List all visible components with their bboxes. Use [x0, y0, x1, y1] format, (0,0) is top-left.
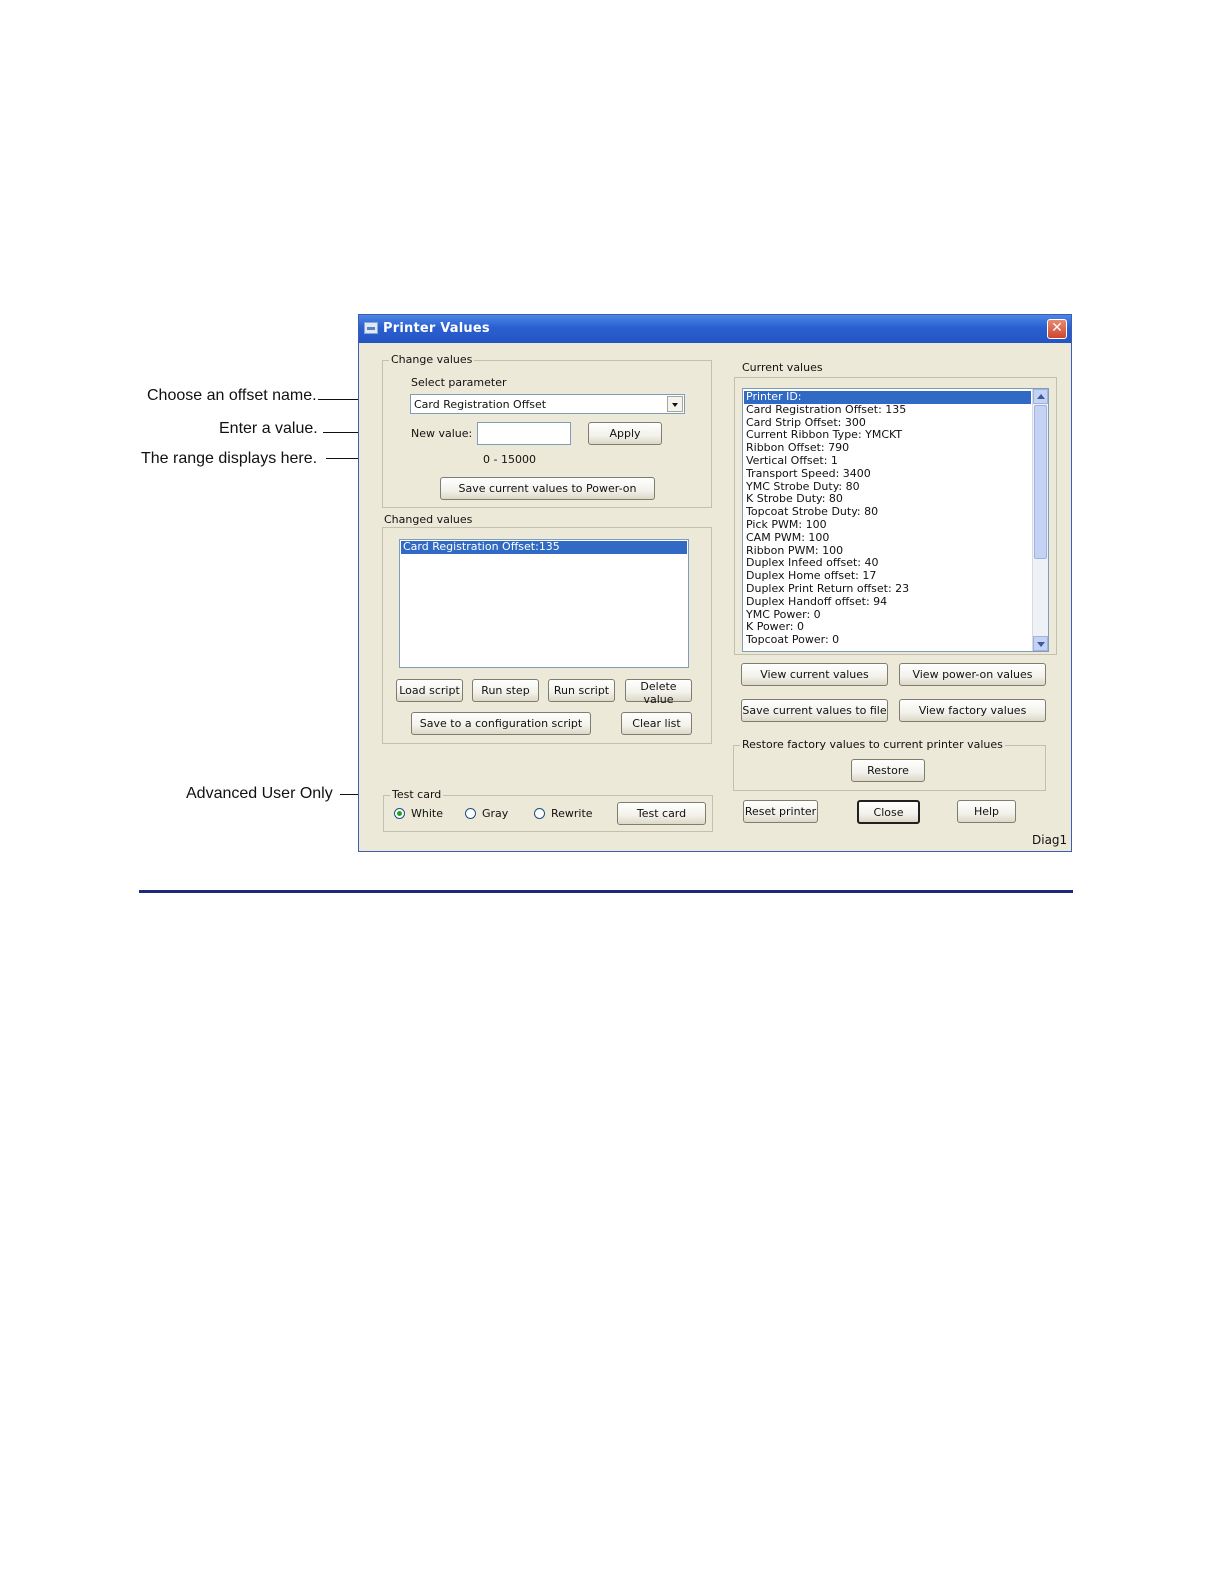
title-bar[interactable]: [359, 315, 1071, 343]
scroll-down-icon[interactable]: [1033, 636, 1048, 651]
radio-white[interactable]: [394, 808, 405, 819]
close-icon: ✕: [1051, 320, 1063, 336]
radio-gray-label[interactable]: Gray: [482, 807, 509, 820]
test-card-button[interactable]: Test card: [617, 802, 706, 825]
current-value-item[interactable]: Duplex Handoff offset: 94: [746, 594, 888, 608]
scrollbar-thumb[interactable]: [1034, 405, 1047, 559]
reset-printer-button[interactable]: Reset printer: [743, 800, 818, 823]
range-value: 0 - 15000: [483, 453, 536, 466]
save-power-on-button[interactable]: Save current values to Power-on: [440, 477, 655, 500]
callout-range: The range displays here.: [141, 450, 318, 467]
save-values-to-file-button[interactable]: Save current values to file: [741, 699, 888, 722]
current-value-item[interactable]: Ribbon Offset: 790: [746, 441, 850, 455]
current-value-item[interactable]: Duplex Infeed offset: 40: [746, 556, 879, 570]
apply-button[interactable]: Apply: [588, 422, 662, 445]
current-value-item[interactable]: CAM PWM: 100: [746, 530, 830, 544]
current-value-item[interactable]: YMC Power: 0: [746, 607, 821, 621]
current-value-item[interactable]: Card Strip Offset: 300: [746, 415, 866, 429]
current-value-item[interactable]: Card Registration Offset: 135: [746, 402, 907, 416]
callout-advanced-user: Advanced User Only: [186, 785, 333, 802]
changed-values-group: [382, 527, 712, 744]
current-values-scrollbar[interactable]: [1032, 389, 1048, 651]
close-window-button[interactable]: [1047, 319, 1067, 339]
change-values-group: [382, 353, 712, 508]
test-card-group: [383, 788, 713, 832]
current-value-item[interactable]: Printer ID:: [744, 391, 1031, 404]
chevron-down-icon[interactable]: [667, 396, 683, 412]
window-title: Printer Values: [383, 321, 490, 336]
current-value-item[interactable]: Topcoat Power: 0: [746, 633, 840, 647]
printer-values-dialog: [358, 314, 1072, 852]
change-values-legend: Change values: [391, 353, 473, 366]
current-value-item[interactable]: Duplex Print Return offset: 23: [746, 581, 910, 595]
restore-button[interactable]: Restore: [851, 759, 925, 782]
help-button[interactable]: Help: [957, 800, 1016, 823]
new-value-input[interactable]: [477, 422, 571, 445]
radio-white-label[interactable]: White: [411, 807, 443, 820]
current-value-item[interactable]: Duplex Home offset: 17: [746, 569, 877, 583]
diag-label: Diag1: [1032, 833, 1068, 847]
view-power-on-values-button[interactable]: View power-on values: [899, 663, 1046, 686]
run-step-button[interactable]: Run step: [472, 679, 539, 702]
restore-group: [733, 738, 1046, 791]
restore-legend: Restore factory values to current printer values: [742, 738, 1003, 751]
changed-value-item[interactable]: Card Registration Offset:135: [401, 541, 687, 554]
callout-offset-name: Choose an offset name.: [147, 387, 317, 404]
current-value-item[interactable]: YMC Strobe Duty: 80: [746, 479, 860, 493]
changed-values-legend: Changed values: [384, 513, 473, 526]
current-value-item[interactable]: K Power: 0: [746, 620, 804, 634]
test-card-legend: Test card: [392, 788, 442, 801]
clear-list-button[interactable]: Clear list: [621, 712, 692, 735]
page-divider: [139, 890, 1073, 893]
view-current-values-button[interactable]: View current values: [741, 663, 888, 686]
current-value-item[interactable]: Transport Speed: 3400: [746, 466, 871, 480]
load-script-button[interactable]: Load script: [396, 679, 463, 702]
new-value-label: New value:: [411, 427, 473, 440]
current-value-item[interactable]: Pick PWM: 100: [746, 517, 827, 531]
radio-gray[interactable]: [465, 808, 476, 819]
current-values-legend: Current values: [742, 361, 823, 374]
parameter-select[interactable]: [410, 394, 685, 414]
view-factory-values-button[interactable]: View factory values: [899, 699, 1046, 722]
run-script-button[interactable]: Run script: [548, 679, 615, 702]
parameter-select-value: Card Registration Offset: [414, 398, 547, 411]
current-value-item[interactable]: Vertical Offset: 1: [746, 453, 838, 467]
current-value-item[interactable]: Current Ribbon Type: YMCKT: [746, 428, 903, 442]
current-values-group: [734, 377, 1057, 655]
current-value-item[interactable]: K Strobe Duty: 80: [746, 492, 843, 506]
current-values-list[interactable]: [742, 388, 1049, 652]
select-parameter-label: Select parameter: [411, 376, 507, 389]
current-value-item[interactable]: Topcoat Strobe Duty: 80: [746, 505, 879, 519]
callout-enter-value: Enter a value.: [219, 420, 318, 437]
save-config-script-button[interactable]: Save to a configuration script: [411, 712, 591, 735]
radio-rewrite[interactable]: [534, 808, 545, 819]
delete-value-button[interactable]: Delete value: [625, 679, 692, 702]
close-button[interactable]: Close: [857, 800, 920, 824]
current-value-item[interactable]: Ribbon PWM: 100: [746, 543, 844, 557]
radio-rewrite-label[interactable]: Rewrite: [551, 807, 593, 820]
scroll-up-icon[interactable]: [1033, 389, 1048, 404]
app-icon: [364, 322, 378, 334]
changed-values-list[interactable]: [399, 539, 689, 668]
